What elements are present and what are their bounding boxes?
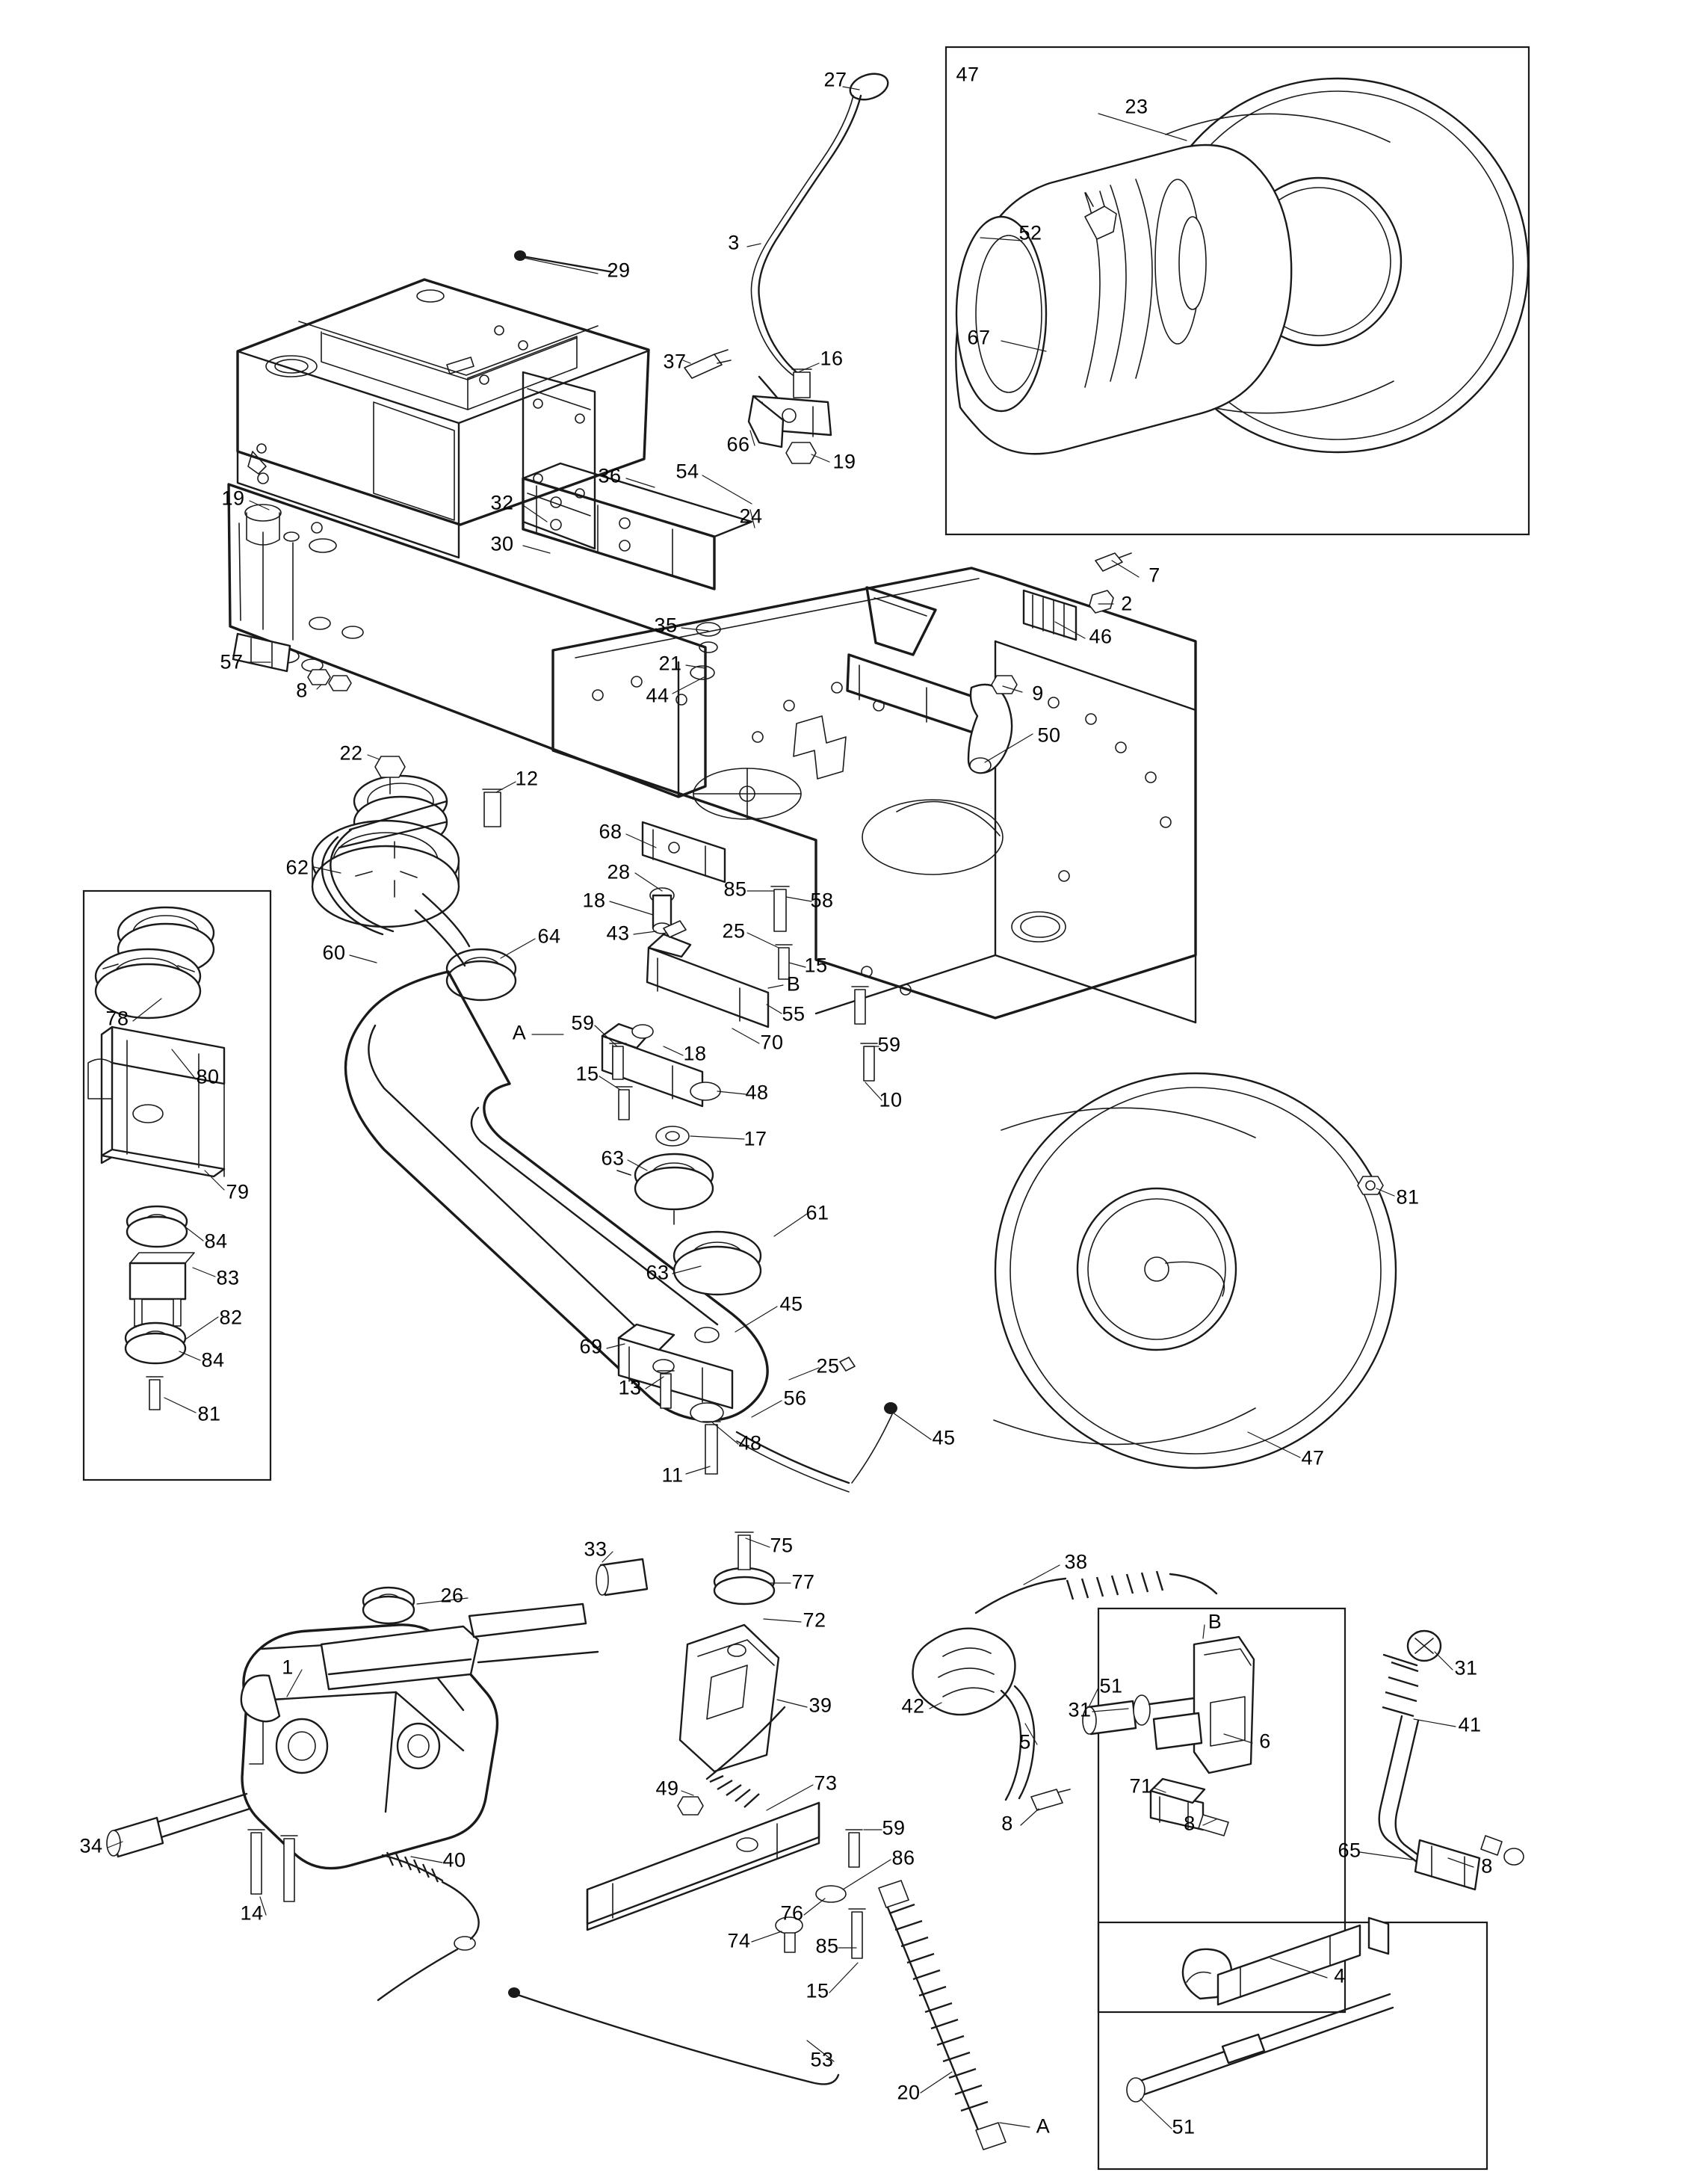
- shift-lever-assembly: [514, 70, 891, 463]
- callout-41: 41: [1458, 1713, 1482, 1736]
- callout-35: 35: [654, 614, 678, 637]
- callout-61: 61: [806, 1201, 829, 1224]
- callout-73: 73: [814, 1771, 838, 1795]
- callout-27: 27: [823, 68, 847, 91]
- callout-19-a: 19: [832, 450, 856, 473]
- callout-6: 6: [1259, 1730, 1271, 1753]
- tire-assembly-inset: [956, 78, 1528, 454]
- callout-37: 37: [663, 350, 687, 373]
- callout-43: 43: [606, 922, 630, 945]
- callout-16: 16: [820, 347, 844, 370]
- callout-63-b: 63: [646, 1261, 670, 1284]
- callout-8-b: 8: [1001, 1812, 1013, 1835]
- callout-15-c: 15: [806, 1979, 829, 2002]
- callout-76: 76: [780, 1901, 804, 1925]
- callout-44: 44: [646, 684, 670, 707]
- callout-24: 24: [739, 505, 763, 528]
- callout-68: 68: [599, 820, 622, 843]
- callout-2: 2: [1121, 592, 1133, 615]
- callout-14: 14: [240, 1901, 264, 1925]
- callout-65: 65: [1338, 1839, 1361, 1862]
- callout-36: 36: [598, 464, 622, 487]
- callout-31-b: 31: [1454, 1656, 1478, 1679]
- callout-57: 57: [220, 650, 244, 673]
- callout-59-b: 59: [877, 1033, 901, 1056]
- callout-72: 72: [803, 1608, 826, 1632]
- callout-21: 21: [658, 652, 682, 675]
- callout-23: 23: [1125, 95, 1148, 118]
- callout-62: 62: [285, 856, 309, 879]
- callout-42: 42: [901, 1694, 925, 1718]
- callout-86: 86: [891, 1846, 915, 1869]
- callout-47-inset: 47: [956, 63, 980, 86]
- callout-50: 50: [1037, 724, 1061, 747]
- callout-64: 64: [537, 925, 561, 948]
- callout-40: 40: [442, 1848, 466, 1872]
- callout-32: 32: [490, 491, 514, 514]
- callout-54: 54: [675, 460, 699, 483]
- callout-A-a: A: [512, 1021, 527, 1044]
- callout-69: 69: [579, 1335, 603, 1358]
- rear-wheel: [994, 1073, 1396, 1468]
- callout-15-b: 15: [575, 1062, 599, 1085]
- callout-B-a: B: [786, 972, 801, 996]
- callout-59-a: 59: [571, 1011, 595, 1034]
- callout-48-a: 48: [745, 1081, 769, 1104]
- lower-idler-bracket: [619, 1324, 897, 1492]
- transaxle-assembly: [107, 1559, 647, 2000]
- callout-80: 80: [196, 1065, 220, 1088]
- callout-81-a: 81: [197, 1402, 221, 1425]
- callout-83: 83: [216, 1266, 240, 1289]
- callout-8-d: 8: [1481, 1854, 1493, 1878]
- belt-idler-pulleys: [617, 1154, 761, 1295]
- callout-26: 26: [440, 1584, 464, 1607]
- callout-71: 71: [1129, 1774, 1153, 1798]
- callout-70: 70: [760, 1031, 784, 1054]
- callout-12: 12: [515, 767, 539, 790]
- callout-45-b: 45: [932, 1426, 956, 1449]
- callout-84-b: 84: [201, 1348, 225, 1372]
- callout-85-b: 85: [815, 1934, 839, 1958]
- callout-5: 5: [1019, 1730, 1031, 1753]
- callout-56: 56: [783, 1386, 807, 1410]
- callout-7: 7: [1148, 564, 1160, 587]
- callout-17: 17: [743, 1127, 767, 1150]
- callout-11: 11: [661, 1463, 684, 1487]
- callout-15-a: 15: [804, 954, 828, 977]
- callout-8-a: 8: [296, 679, 308, 702]
- callout-84-a: 84: [204, 1230, 228, 1253]
- callout-59-c: 59: [882, 1816, 906, 1839]
- callout-63-a: 63: [601, 1147, 625, 1170]
- callout-B-b: B: [1208, 1610, 1222, 1633]
- callout-10: 10: [879, 1088, 903, 1111]
- callout-74: 74: [727, 1929, 751, 1952]
- callout-39: 39: [808, 1694, 832, 1717]
- callout-81-b: 81: [1396, 1185, 1420, 1209]
- callout-31-a: 31: [1068, 1698, 1092, 1721]
- callout-58: 58: [810, 889, 834, 912]
- callout-3: 3: [728, 231, 740, 254]
- callout-49: 49: [655, 1777, 679, 1800]
- callout-75: 75: [770, 1534, 794, 1557]
- callout-47-wheel: 47: [1301, 1446, 1325, 1469]
- callout-51-a: 51: [1099, 1674, 1123, 1697]
- callout-82: 82: [219, 1306, 243, 1329]
- callout-55: 55: [782, 1002, 806, 1025]
- callout-34: 34: [79, 1834, 103, 1857]
- callout-77: 77: [791, 1570, 815, 1594]
- callout-18-a: 18: [582, 889, 606, 912]
- callout-18-b: 18: [683, 1042, 707, 1065]
- callout-30: 30: [490, 532, 514, 555]
- callout-20: 20: [897, 2081, 921, 2104]
- callout-A-b: A: [1036, 2114, 1051, 2138]
- callout-13: 13: [618, 1376, 642, 1399]
- callout-52: 52: [1018, 221, 1042, 244]
- callout-29: 29: [607, 259, 631, 282]
- callout-67: 67: [967, 326, 991, 349]
- callout-25-b: 25: [816, 1354, 840, 1378]
- callout-60: 60: [322, 941, 346, 964]
- callout-1: 1: [282, 1656, 294, 1679]
- callout-9: 9: [1032, 682, 1044, 705]
- callout-28: 28: [607, 860, 631, 883]
- callout-46: 46: [1089, 625, 1113, 648]
- callout-45-a: 45: [779, 1292, 803, 1315]
- callout-22: 22: [339, 741, 363, 765]
- callout-8-c: 8: [1184, 1812, 1196, 1835]
- callout-4: 4: [1334, 1964, 1346, 1987]
- callout-85-a: 85: [723, 877, 747, 901]
- callout-19-b: 19: [221, 487, 245, 510]
- control-bracket-assembly: [508, 1532, 1006, 2150]
- callout-25-a: 25: [722, 919, 746, 943]
- callout-51-b: 51: [1172, 2115, 1196, 2138]
- idler-bracket-inset: [88, 907, 224, 1410]
- pedal-linkage-assembly: [913, 1571, 1524, 2102]
- belt-guide-brackets: [602, 822, 877, 1146]
- callout-79: 79: [226, 1180, 250, 1203]
- callout-66: 66: [726, 433, 750, 456]
- callout-53: 53: [810, 2048, 834, 2071]
- callout-38: 38: [1064, 1550, 1088, 1573]
- callout-33: 33: [584, 1537, 607, 1561]
- callout-78: 78: [105, 1007, 129, 1030]
- callout-48-b: 48: [738, 1431, 762, 1455]
